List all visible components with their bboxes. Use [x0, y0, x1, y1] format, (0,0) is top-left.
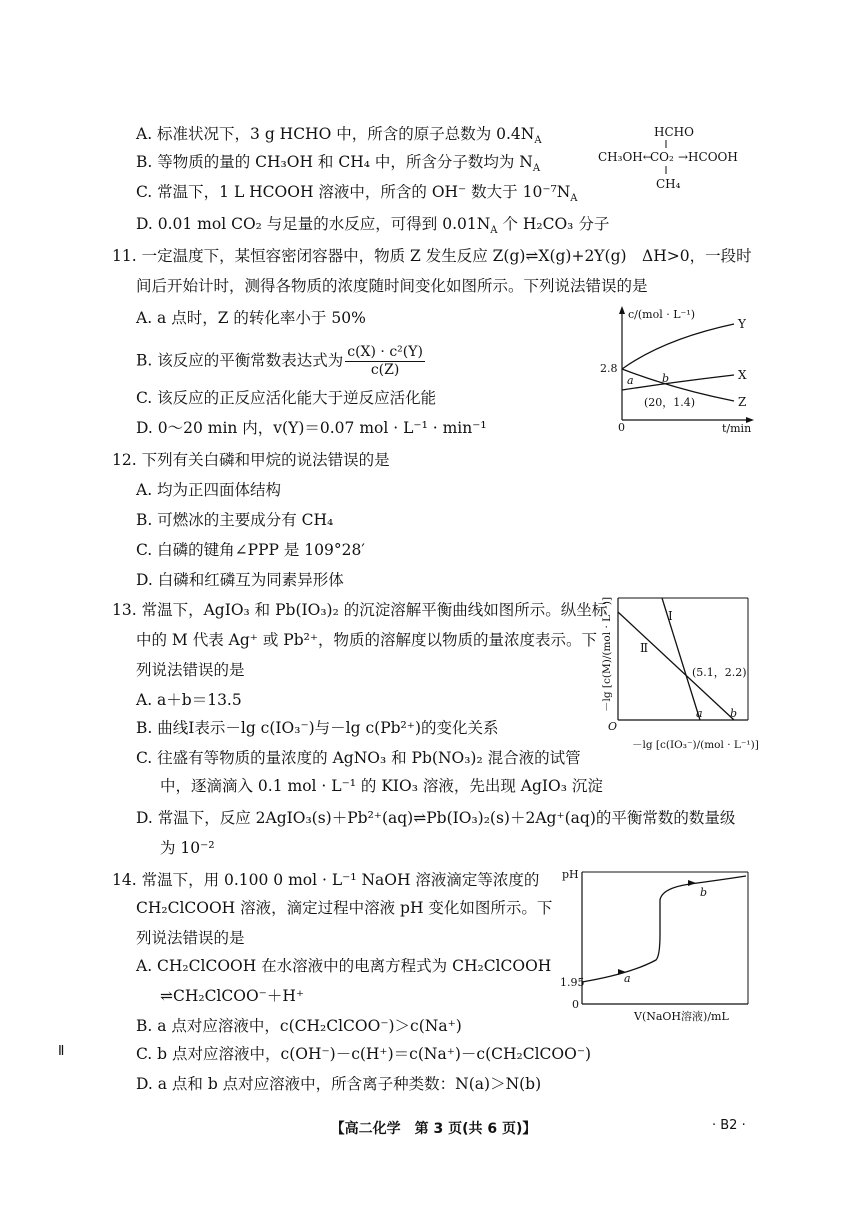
- chart13-origin: O: [608, 720, 618, 733]
- q12-option-d: D. 白磷和红磷互为同素异形体: [136, 571, 344, 589]
- q14-option-c: C. b 点对应溶液中，c(OH⁻)－c(H⁺)＝c(Na⁺)－c(CH₂ClCOO⁻): [136, 1045, 592, 1063]
- point-a: a: [624, 972, 631, 985]
- point-b-coord: (20，1.4): [644, 396, 696, 409]
- q13-option-c-line2: 中，逐滴滴入 0.1 mol · L⁻¹ 的 KIO₃ 溶液，先出现 AgIO₃ 沉淀: [160, 777, 603, 795]
- q14-stem-line2: CH₂ClCOOH 溶液，滴定过程中溶液 pH 变化如图所示。下: [136, 899, 553, 917]
- margin-mark: Ⅱ: [58, 1044, 65, 1059]
- q10-option-b: B. 等物质的量的 CH₃OH 和 CH₄ 中，所含分子数均为 $N_A$: [136, 153, 541, 175]
- q13-option-b: B. 曲线Ⅰ表示－lg c(IO₃⁻)与－lg c(Pb²⁺)的变化关系: [136, 719, 499, 737]
- chart11-xlabel: t/min: [722, 422, 752, 435]
- paper-code: · B2 ·: [712, 1118, 746, 1133]
- label-Z: Z: [738, 395, 747, 409]
- scheme-top: HCHO: [654, 125, 694, 139]
- intersection-label: (5.1，2.2): [692, 666, 747, 679]
- chart11-origin: 0: [618, 421, 625, 434]
- point-b: b: [662, 372, 670, 385]
- q12-option-c: C. 白磷的键角∠PPP 是 109°28′: [136, 541, 365, 559]
- q10-reaction-scheme: [596, 118, 746, 198]
- q11-stem-line2: 间后开始计时，测得各物质的浓度随时间变化如图所示。下列说法错误的是: [136, 277, 648, 295]
- page-footer: 【高二化学 第 3 页(共 6 页)】: [330, 1121, 537, 1137]
- scheme-left: CH₃OH←: [598, 150, 653, 164]
- q13-option-c-line1: C. 往盛有等物质的量浓度的 AgNO₃ 和 Pb(NO₃)₂ 混合液的试管: [136, 749, 581, 767]
- q11-stem-line1: 11. 一定温度下，某恒容密闭容器中，物质 Z 发生反应 Z(g)⇌X(g)+2Y(g) ΔH>0，一段时: [112, 247, 752, 265]
- q12-stem: 12. 下列有关白磷和甲烷的说法错误的是: [112, 451, 390, 469]
- q14-option-b: B. a 点对应溶液中，c(CH₂ClCOO⁻)＞c(Na⁺): [136, 1017, 462, 1035]
- chart14-ytick: 1.95: [560, 976, 585, 989]
- q13-stem-line2: 中的 M 代表 Ag⁺ 或 Pb²⁺，物质的溶解度以物质的量浓度表示。下: [136, 631, 598, 649]
- chart14-xlabel: V(NaOH溶液)/mL: [634, 1010, 729, 1023]
- label-X: X: [738, 368, 747, 382]
- q13-option-d-line2: 为 10⁻²: [160, 839, 215, 857]
- tick-a: a: [696, 707, 703, 720]
- point-a: a: [627, 374, 634, 387]
- scheme-center: CO₂: [650, 150, 674, 164]
- chart13-xlabel: －lg [c(IO₃⁻)/(mol · L⁻¹)]: [632, 739, 759, 751]
- scheme-bottom: CH₄: [656, 177, 681, 191]
- q14-option-a-line1: A. CH₂ClCOOH 在水溶液中的电离方程式为 CH₂ClCOOH: [136, 957, 552, 975]
- q12-option-b: B. 可燃冰的主要成分有 CH₄: [136, 511, 334, 529]
- curve-Y: [622, 324, 734, 369]
- q11-option-a: A. a 点时，Z 的转化率小于 50%: [136, 309, 366, 327]
- equilibrium-constant-fraction: $\frac{\text{c(X) · c²(Y)}}{c(Z)}$: [347, 344, 423, 378]
- scheme-right: →HCOOH: [678, 150, 738, 164]
- q14-option-a-line2: ⇌CH₂ClCOO⁻＋H⁺: [160, 987, 305, 1005]
- q10-option-c: C. 常温下，1 L HCOOH 溶液中，所含的 OH⁻ 数大于 $10^{-7}N_A$: [136, 183, 578, 205]
- chart11-ylabel: c/(mol · L⁻¹): [628, 308, 696, 321]
- q11-option-d: D. 0～20 min 内，v(Y)＝0.07 mol · L⁻¹ · min⁻¹: [136, 419, 487, 437]
- q11-option-b: B. 该反应的平衡常数表达式为 $\frac{\text{c(X) · c²(Y)}}{c(Z)}$: [136, 344, 423, 378]
- q14-option-d: D. a 点和 b 点对应溶液中，所含离子种类数：N(a)＞N(b): [136, 1075, 542, 1093]
- q14-titration-chart: [560, 864, 756, 1024]
- tick-b: b: [730, 707, 738, 720]
- point-b: b: [700, 886, 708, 899]
- label-curve-I: Ⅰ: [668, 609, 673, 623]
- q12-option-a: A. 均为正四面体结构: [136, 481, 282, 499]
- q13-solubility-chart: [598, 592, 760, 754]
- label-Y: Y: [738, 317, 746, 331]
- chart11-ytick: 2.8: [600, 362, 618, 375]
- q13-stem-line3: 列说法错误的是: [136, 661, 245, 679]
- q11-concentration-chart: [594, 304, 764, 436]
- chart14-origin: 0: [572, 998, 579, 1011]
- q13-option-a: A. a＋b＝13.5: [136, 691, 242, 709]
- chart14-ylabel: pH: [562, 868, 579, 881]
- q13-stem-line1: 13. 常温下，AgIO₃ 和 Pb(IO₃)₂ 的沉淀溶解平衡曲线如图所示。纵坐标: [112, 601, 608, 619]
- q13-option-d-line1: D. 常温下，反应 2AgIO₃(s)＋Pb²⁺(aq)⇌Pb(IO₃)₂(s)＋2Ag⁺(aq)的平衡常数的数量级: [136, 809, 736, 827]
- q14-stem-line3: 列说法错误的是: [136, 929, 245, 947]
- chart13-ylabel: －lg [c(M)/(mol · L⁻¹)]: [601, 596, 613, 712]
- q10-option-d: D. 0.01 mol CO₂ 与足量的水反应，可得到 $0.01N_A$ 个 H₂CO₃ 分子: [136, 215, 610, 237]
- q14-stem-line1: 14. 常温下，用 0.100 0 mol · L⁻¹ NaOH 溶液滴定等浓度的: [112, 871, 540, 889]
- titration-curve: [582, 876, 746, 982]
- label-curve-II: Ⅱ: [640, 641, 649, 655]
- q11-option-c: C. 该反应的正反应活化能大于逆反应活化能: [136, 389, 437, 407]
- q10-option-a: A. 标准状况下，3 g HCHO 中，所含的原子总数为 $0.4N_A$: [136, 125, 542, 147]
